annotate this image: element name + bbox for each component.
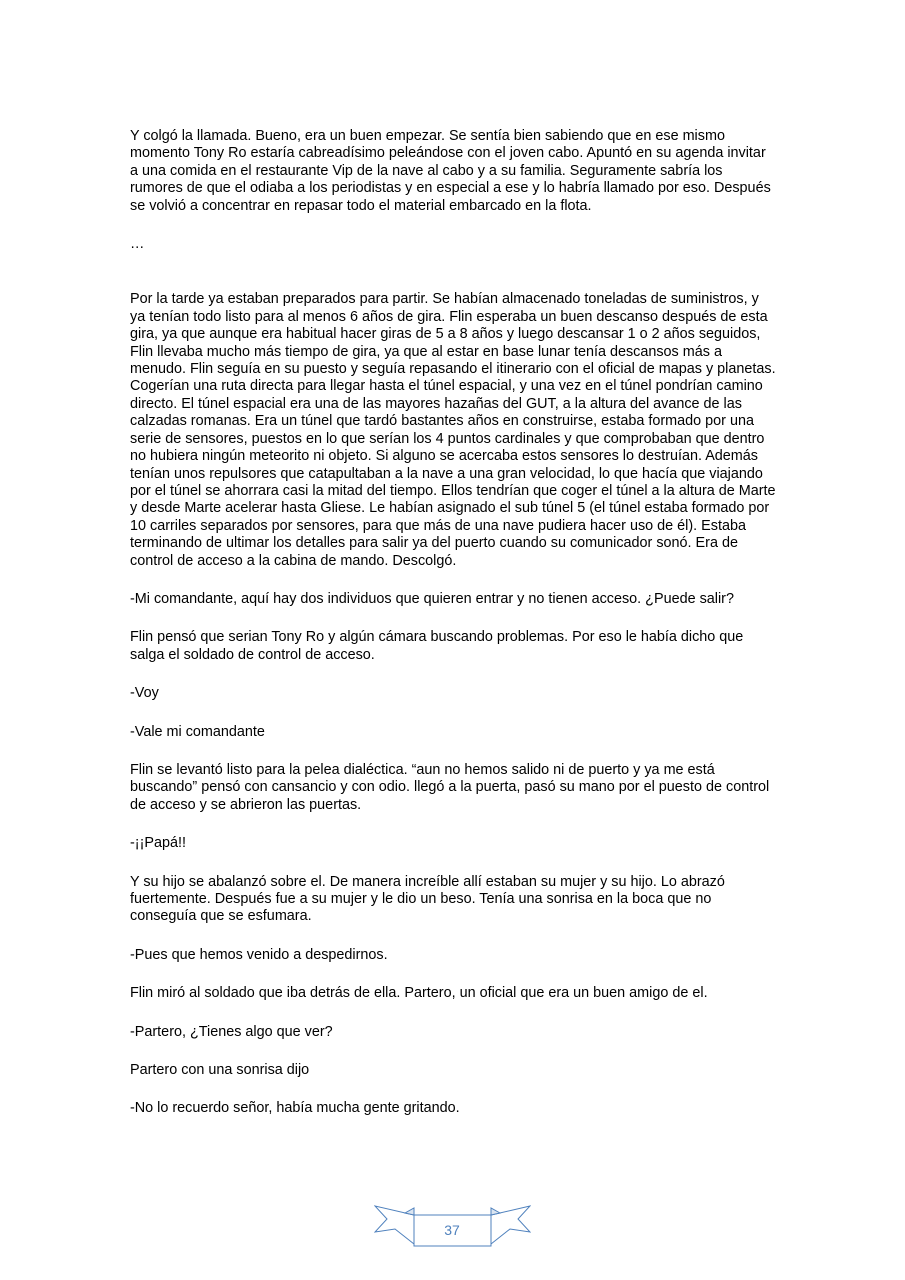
paragraph: Y su hijo se abalanzó sobre el. De manera increíble allí estaban su mujer y su hijo. Lo abrazó fuertemente. Después fue a su mujer y le dio un beso. Tenía una sonrisa en la boca que no conseguía que se esfumara. — [130, 873, 725, 925]
paragraph: Partero con una sonrisa dijo — [130, 1062, 310, 1079]
dialogue-line: -¡¡Papá!! — [130, 835, 186, 852]
dialogue-line: -Partero, ¿Tienes algo que ver? — [130, 1023, 333, 1040]
scene-break-ellipsis: … — [130, 236, 145, 253]
paragraph: Por la tarde ya estaban preparados para partir. Se habían almacenado toneladas de suministros, y ya tenían todo listo para al menos 6 años de gira. Flin esperaba un buen descanso después de esta gira, ya que aunque era habitual hacer giras de 5 a 8 años y luego descansar 1 o 2 años seguidos, Flin llevaba mucho más tiempo de gira, ya que al estar en base lunar tenía descansos más a menudo. Flin seguía en su puesto y seguía repasando el itinerario con el oficial de mapas y planetas. Cogerían una ruta directa para llegar hasta el túnel espacial, y una vez en el túnel pondrían camino directo. El túnel espacial era una de las mayores hazañas del GUT, a la altura del avance de las calzadas romanas. Era un túnel que tardó bastantes años en construirse, estaba formado por una serie de sensores, puestos en lo que serían los 4 puntos cardinales y que comprobaban que dentro no hubiera ningún meteorito ni objeto. Si alguno se acercaba estos sensores lo destruían. Además tenían unos repulsores que catapultaban a la nave a una gran velocidad, lo que hacía que viajando por el túnel se ahorrara casi la mitad del tiempo. Ellos tendrían que coger el túnel a la altura de Marte y desde Marte acelerar hasta Gliese. Le habían asignado el sub túnel 5 (el túnel estaba formado por 10 carriles separados por sensores, para que más de una nave pudiera hacer uso de él). Estaba terminando de ultimar los detalles para salir ya del puerto cuando su comunicador sonó. Era de control de acceso a la cabina de mando. Descolgó. — [130, 291, 776, 569]
page-body-text — [130, 128, 776, 1139]
paragraph: Y colgó la llamada. Bueno, era un buen empezar. Se sentía bien sabiendo que en ese mismo momento Tony Ro estaría cabreadísimo peleándose con el joven cabo. Apuntó en su agenda invitar a una comida en el restaurante Vip de la nave al cabo y a su familia. Seguramente sabría los rumores de que el odiaba a los periodistas y en especial a ese y lo habría llamado por eso. Después se volvió a concentrar en repasar todo el material embarcado en la flota. — [130, 128, 771, 214]
paragraph: Flin miró al soldado que iba detrás de ella. Partero, un oficial que era un buen amigo de el. — [130, 985, 708, 1002]
dialogue-line: -No lo recuerdo señor, había mucha gente gritando. — [130, 1100, 460, 1117]
paragraph: Flin se levantó listo para la pelea dialéctica. “aun no hemos salido ni de puerto y ya me está buscando” pensó con cansancio y con odio. llegó a la puerta, pasó su mano por el puesto de control de acceso y se abrieron las puertas. — [130, 761, 770, 813]
dialogue-line: -Voy — [130, 685, 159, 702]
page-number: 37 — [444, 1222, 460, 1238]
dialogue-line: -Pues que hemos venido a despedirnos. — [130, 946, 388, 963]
dialogue-line: -Vale mi comandante — [130, 723, 265, 740]
dialogue-line: -Mi comandante, aquí hay dos individuos que quieren entrar y no tienen acceso. ¿Puede salir? — [130, 590, 734, 607]
paragraph: Flin pensó que serian Tony Ro y algún cámara buscando problemas. Por eso le había dicho que salga el soldado de control de acceso. — [130, 629, 744, 663]
